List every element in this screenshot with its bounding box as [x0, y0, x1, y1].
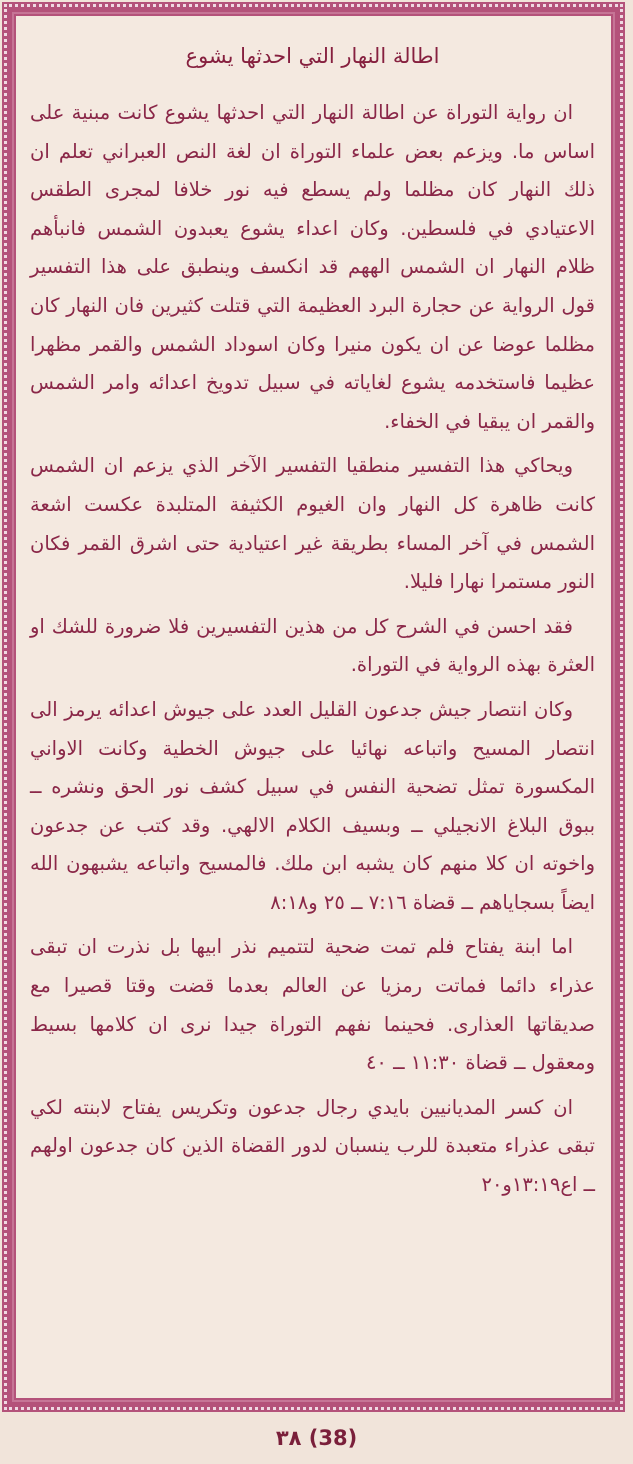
paragraph-1: ان رواية التوراة عن اطالة النهار التي احدثها يشوع كانت مبنية على اساس ما. ويزعم بعض علماء التوراة ان لغة النص العبراني تعلم ان ذلك النهار كان مظلما ولم يسطع فيه نور خلافا لمجرى الطقس الاعتيادي في فلسطين. وكان اعداء يشوع يعبدون الشمس فانبأهم ظلام النهار ان الشمس الههم قد انكسف وينطبق على هذا التفسير قول الرواية عن حجارة البرد العظيمة التي قتلت كثيرين فان النهار كان مظلما عوضا عن ان يكون منيرا وكان اسوداد الشمس والقمر مظهرا عظيما فاستخدمه يشوع لغاياته في سبيل تدويخ اعدائه وامر الشمس والقمر ان يبقيا في الخفاء. — [30, 101, 595, 433]
paragraph-2: ويحاكي هذا التفسير منطقيا التفسير الآخر الذي يزعم ان الشمس كانت ظاهرة كل النهار وان الغيوم الكثيفة المتلبدة عكست اشعة الشمس في آخر المساء بطريقة غير اعتيادية حتى اشرق القمر فكان النور مستمرا نهارا فليلا. — [30, 454, 595, 594]
paragraph-3: فقد احسن في الشرح كل من هذين التفسيرين فلا ضرورة للشك او العثرة بهذه الرواية في التوراة. — [30, 614, 595, 677]
page-title: اطالة النهار التي احدثها يشوع — [185, 44, 440, 68]
paragraph-4: وكان انتصار جيش جدعون القليل العدد على جيوش اعدائه يرمز الى انتصار المسيح واتباعه نهائيا على جيوش الخطية وكانت الاواني المكسورة تمثل تضحية النفس في سبيل كشف نور الحق ونشره ــ ببوق البلاغ الانجيلي ــ وبسيف الكلام الالهي. وقد كتب عن جدعون واخوته ان كلا منهم كان يشبه ابن ملك. فالمسيح واتباعه يشبهون الله ايضاً بسجاياهم ــ قضاة ٧:١٦ ــ ٢٥ و٨:١٨ — [30, 697, 595, 914]
paragraph-6: ان كسر المديانيين بايدي رجال جدعون وتكريس يفتاح لابنته لكي تبقى عذراء متعبدة للرب ينسبان لدور القضاة الذين كان جدعون اولهم ــ اع١٣:١٩و٢٠ — [30, 1095, 595, 1197]
page-number: ٣٨ (38) — [275, 1426, 358, 1450]
paragraph-5: اما ابنة يفتاح فلم تمت ضحية لتتميم نذر ابيها بل نذرت ان تبقى عذراء دائما فماتت رمزيا عن العالم بعدما قضت وقتا قصيرا مع صديقاتها العذارى. فحينما نفهم التوراة جيدا نرى ان كلامها بسيط ومعقول ــ قضاة ١١:٣٠ ــ ٤٠ — [30, 935, 595, 1075]
page-content — [30, 28, 595, 1388]
